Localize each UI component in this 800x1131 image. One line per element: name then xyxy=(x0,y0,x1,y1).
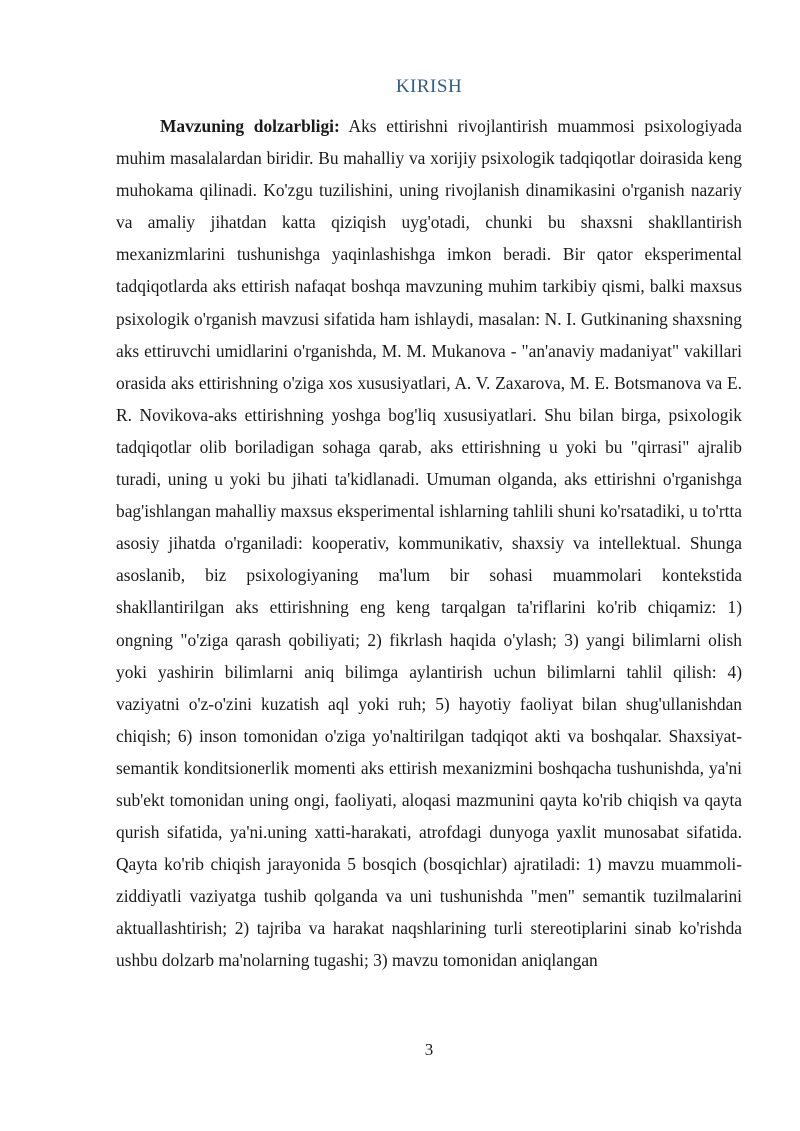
section-heading: KIRISH xyxy=(395,76,463,97)
document-page xyxy=(116,0,742,1131)
body-paragraph xyxy=(116,110,742,977)
page-number: 3 xyxy=(424,1040,434,1059)
paragraph-text: Aks ettirishni rivojlantirish muammosi psixologiyada muhim masalalardan biridir. Bu mahalliy va xorijiy psixologik tadqiqotlar doirasida keng muhokama qilinadi. Ko'zgu tuzilishini, uning rivojlanish dinamikasini o'rganish nazariy va amaliy jihatdan katta qiziqish uyg'otadi, chunki bu shaxsni shakllantirish mexanizmlarini tushunishga yaqinlashishga imkon beradi. Bir qator eksperimental tadqiqotlarda aks ettirish nafaqat boshqa mavzuning muhim tarkibiy qismi, balki maxsus psixologik o'rganish mavzusi sifatida ham ishlaydi, masalan: N. I. Gutkinaning shaxsning aks ettiruvchi umidlarini o'rganishda, M. M. Mukanova - "an'anaviy madaniyat" vakillari orasida aks ettirishning o'ziga xos xususiyatlari, A. V. Zaxarova, M. E. Botsmanova va E. R. Novikova-aks ettirishning yoshga bog'liq xususiyatlari. Shu bilan birga, psixologik tadqiqotlar olib boriladigan sohaga qarab, aks ettirishning u yoki bu "qirrasi" ajralib turadi, uning u yoki bu jihati ta'kidlanadi. Umuman olganda, aks ettirishni o'rganishga bag'ishlangan mahalliy maxsus eksperimental ishlarning tahlili shuni ko'rsatadiki, u to'rtta asosiy jihatda o'rganiladi: kooperativ, kommunikativ, shaxsiy va intellektual. Shunga asoslanib, biz psixologiyaning ma'lum bir sohasi muammolari kontekstida shakllantirilgan aks ettirishning eng keng tarqalgan ta'riflarini ko'rib chiqamiz: 1) ongning "o'ziga qarash qobiliyati; 2) fikrlash haqida o'ylash; 3) yangi bilimlarni olish yoki yashirin bilimlarni aniq bilimga aylantirish uchun bilimlarni tahlil qilish: 4) vaziyatni o'z-o'zini kuzatish aql yoki ruh; 5) hayotiy faoliyat bilan shug'ullanishdan chiqish; 6) inson tomonidan o'ziga yo'naltirilgan tadqiqot akti va boshqalar. Shaxsiyat-semantik konditsionerlik momenti aks ettirish mexanizmini boshqacha tushunishda, ya'ni sub'ekt tomonidan uning ongi, faoliyati, aloqasi mazmunini qayta ko'rib chiqish va qayta qurish sifatida, ya'ni.uning xatti-harakati, atrofdagi dunyoga yaxlit munosabat sifatida. Qayta ko'rib chiqish jarayonida 5 bosqich (bosqichlar) ajratiladi: 1) mavzu muammoli-ziddiyatli vaziyatga tushib qolganda va uni tushunishda "men" semantik tuzilmalarini aktuallashtirish; 2) tajriba va harakat naqshlarining turli stereotiplarini sinab ko'rishda ushbu dolzarb ma'nolarning tugashi; 3) mavzu tomonidan aniqlangan xyxy=(116,116,742,971)
paragraph-lead: Mavzuning dolzarbligi: xyxy=(160,116,340,136)
